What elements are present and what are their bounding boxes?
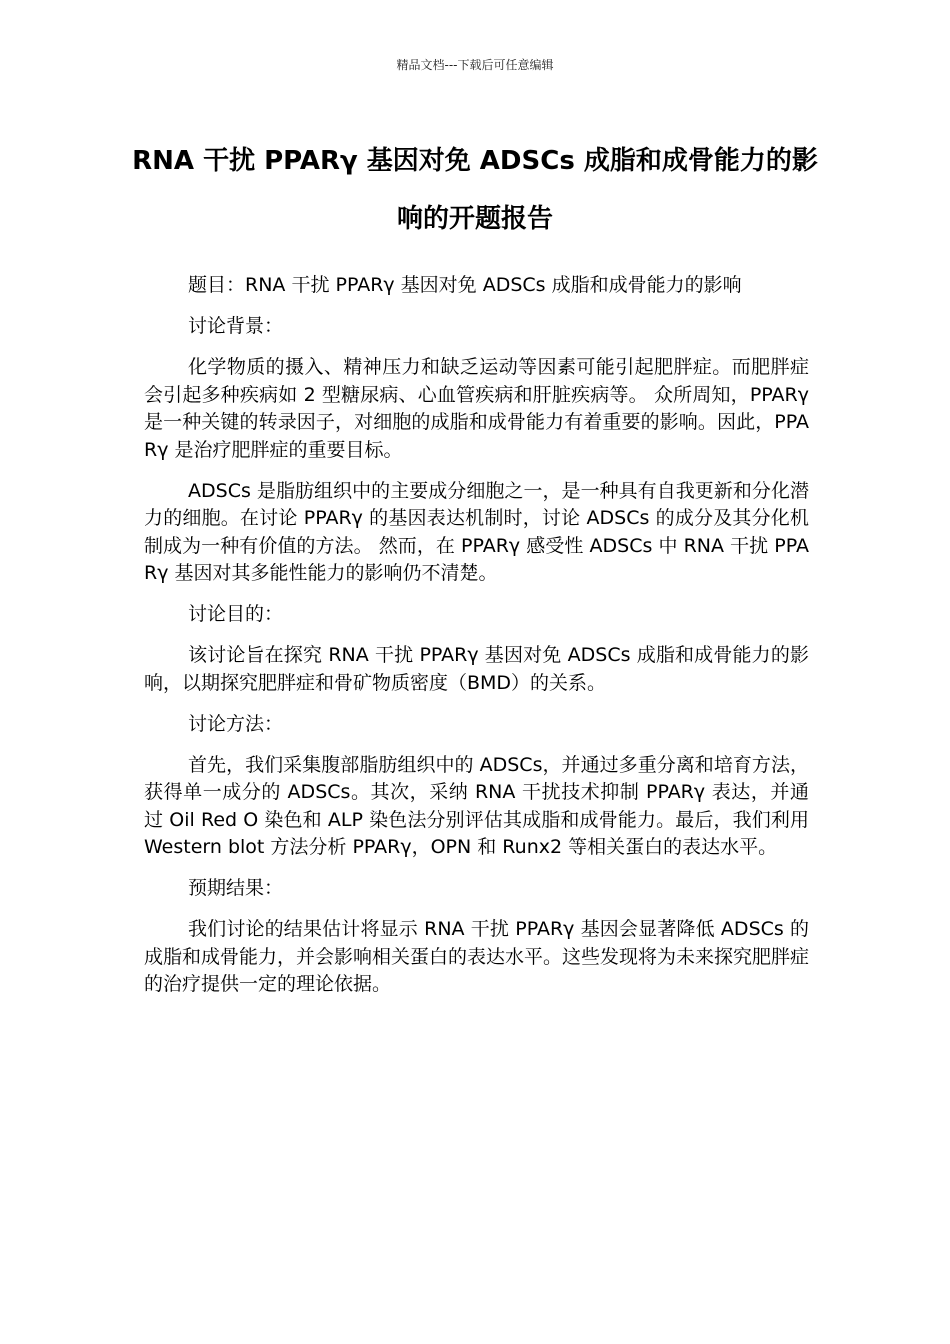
page-header: 精品文档---下载后可任意编辑 [396,58,554,72]
purpose-paragraph: 该讨论旨在探究 RNA 干扰 PPARγ 基因对免 ADSCs 成脂和成骨能力的影响，以期探究肥胖症和骨矿物质密度（BMD）的关系。 [144,644,809,694]
section-heading-expected-results: 预期结果： [188,877,284,899]
expected-results-paragraph: 我们讨论的结果估计将显示 RNA 干扰 PPARγ 基因会显著降低 ADSCs 的成脂和成骨能力，并会影响相关蛋白的表达水平。这些发现将为未来探究肥胖症的治疗提供一定的理论依据。 [144,918,810,995]
document-title: RNA 干扰 PPARγ 基因对免 ADSCs 成脂和成骨能力的影响的开题报告 [132,146,818,234]
section-heading-purpose: 讨论目的： [188,603,284,625]
methods-paragraph: 首先，我们采集腹部脂肪组织中的 ADSCs，并通过多重分离和培育方法，获得单一成分的 ADSCs。其次，采纳 RNA 干扰技术抑制 PPARγ 表达，并通过 Oil Red O 染色和 ALP 染色法分别评估其成脂和成骨能力。最后，我们利用 Western blot 方法分析 PPARγ，OPN 和 Runx2 等相关蛋白的表达水平。 [144,753,809,858]
document-body [144,272,809,1012]
section-heading-methods: 讨论方法： [188,712,284,735]
background-paragraph-1: 化学物质的摄入、精神压力和缺乏运动等因素可能引起肥胖症。而肥胖症会引起多种疾病如 2 型糖尿病、心血管疾病和肝脏疾病等。 众所周知，PPARγ 是一种关键的转录因子，对细胞的成脂和成骨能力有着重要的影响。因此，PPARγ 是治疗肥胖症的重要目标。 [144,356,809,461]
section-heading-background: 讨论背景： [188,315,284,337]
topic-line: 题目：RNA 干扰 PPARγ 基因对免 ADSCs 成脂和成骨能力的影响 [188,274,742,296]
background-paragraph-2: ADSCs 是脂肪组织中的主要成分细胞之一，是一种具有自我更新和分化潜力的细胞。在讨论 PPARγ 的基因表达机制时，讨论 ADSCs 的成分及其分化机制成为一种有价值的方法。 然而，在 PPARγ 感受性 ADSCs 中 RNA 干扰 PPARγ 基因对其多能性能力的影响仍不清楚。 [144,479,809,584]
